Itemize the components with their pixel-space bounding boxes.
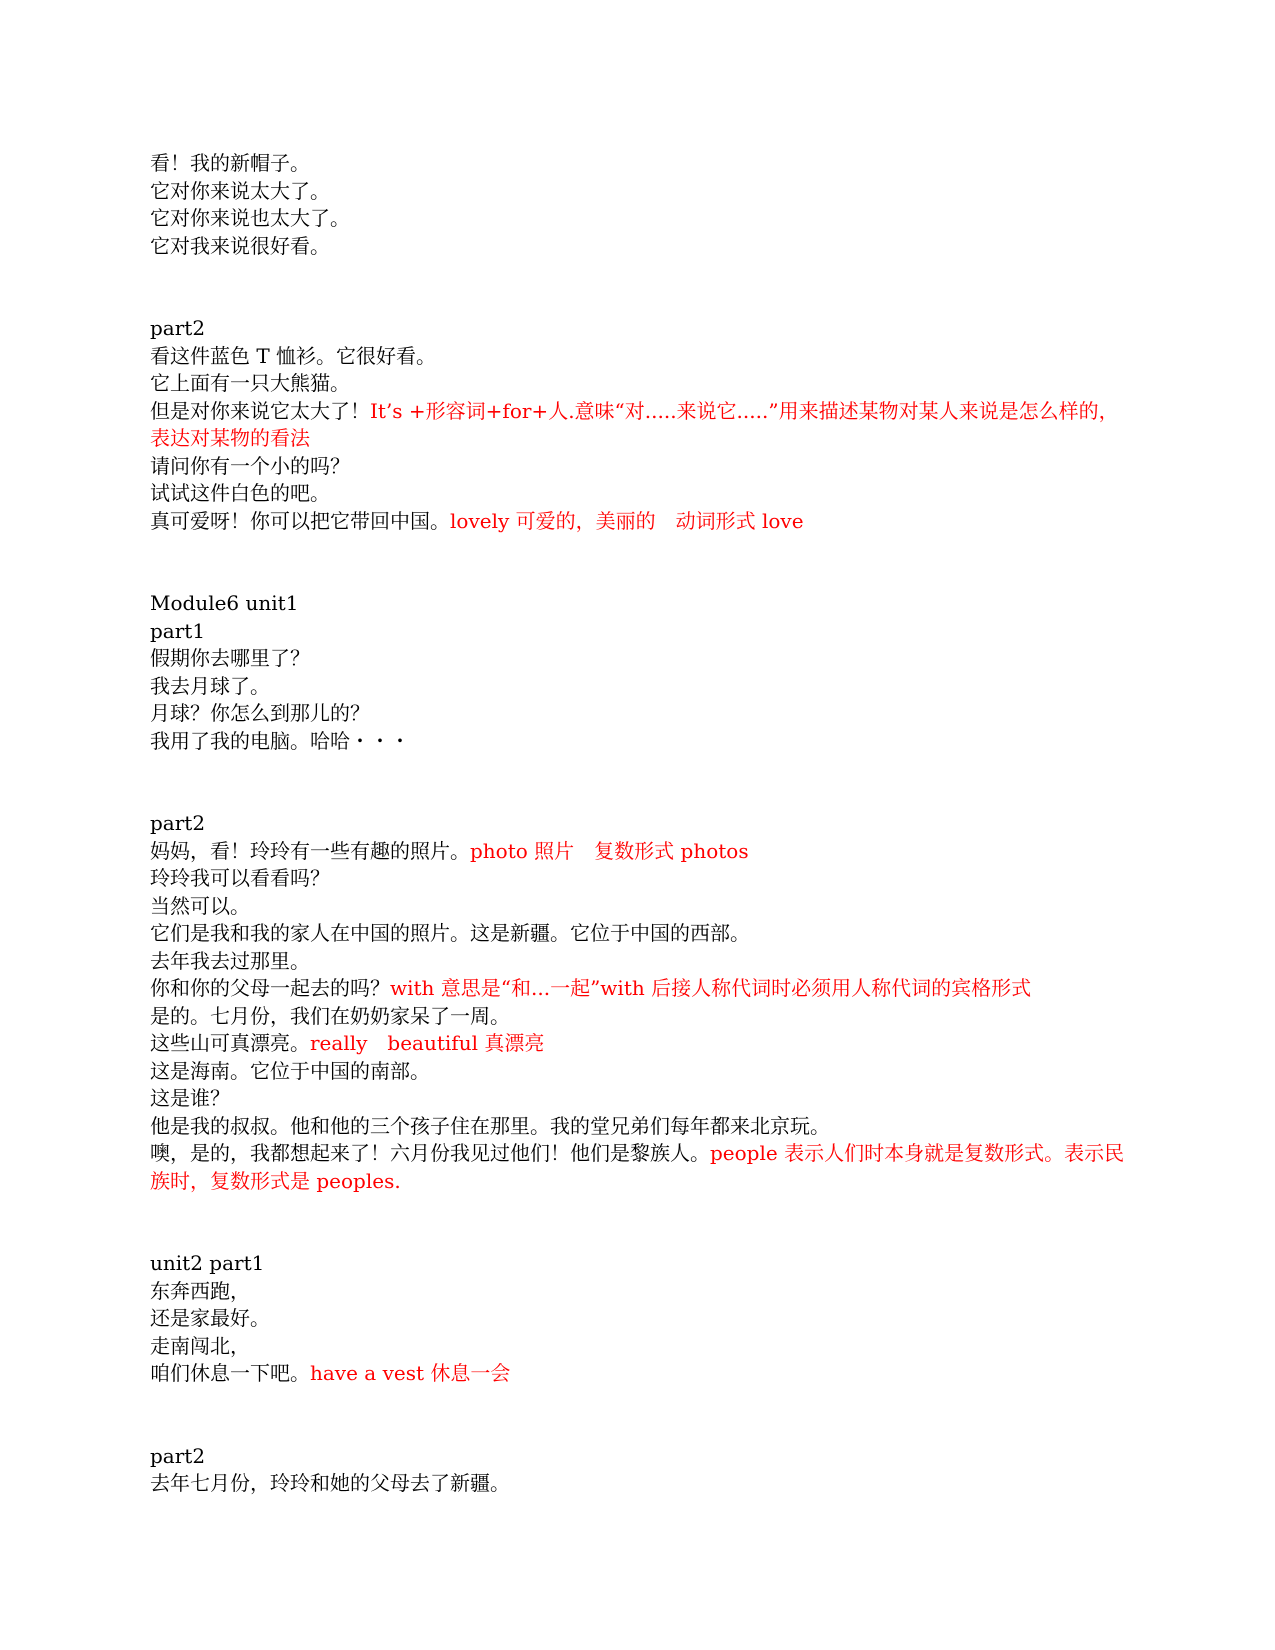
text-block: [150, 150, 1130, 260]
line-text: 它对你来说也太大了。: [150, 206, 350, 230]
text-line: [150, 343, 1130, 371]
text-line: [150, 673, 1130, 701]
text-block: [150, 315, 1130, 535]
text-line: [150, 1250, 1130, 1278]
text-line: [150, 618, 1130, 646]
line-text: 是的。七月份，我们在奶奶家呆了一周。: [150, 1003, 510, 1028]
line-text: 咱们休息一下吧。: [150, 1361, 310, 1385]
text-line: [150, 645, 1130, 673]
text-line: [150, 1085, 1130, 1113]
line-text: 你和你的父母一起去的吗？: [150, 976, 390, 1000]
line-text: 玲玲我可以看看吗？: [150, 866, 330, 890]
line-text: 看！我的新帽子。: [150, 151, 310, 175]
text-line: [150, 1470, 1130, 1498]
text-line: [150, 590, 1130, 618]
line-text: 它对你来说太大了。: [150, 178, 330, 203]
text-block: [150, 1443, 1130, 1498]
line-text: 还是家最好。: [150, 1306, 270, 1330]
line-text: 去年七月份，玲玲和她的父母去了新疆。: [150, 1471, 510, 1495]
line-text: 当然可以。: [150, 893, 250, 918]
line-text: part2: [150, 316, 206, 340]
line-text: 这是海南。它位于中国的南部。: [150, 1058, 430, 1083]
text-line: [150, 700, 1130, 728]
line-text: part1: [150, 618, 206, 643]
text-line: [150, 1443, 1130, 1471]
text-line: [150, 728, 1130, 756]
line-text: 看这件蓝色 T 恤衫。它很好看。: [150, 343, 437, 368]
text-line: [150, 1278, 1130, 1306]
line-text: 它对我来说很好看。: [150, 233, 330, 258]
line-text: 真可爱呀！你可以把它带回中国。: [150, 508, 450, 533]
line-text: 假期你去哪里了？: [150, 646, 310, 670]
text-line: [150, 233, 1130, 261]
text-line: [150, 480, 1130, 508]
paragraph-gap: [150, 1195, 1130, 1250]
text-line: [150, 1113, 1130, 1141]
line-text: unit2 part1: [150, 1251, 265, 1275]
line-text: 妈妈，看！玲玲有一些有趣的照片。: [150, 838, 470, 863]
line-text: 月球？你怎么到那儿的？: [150, 701, 370, 725]
text-line: [150, 1333, 1130, 1361]
document-page: [150, 150, 1130, 1498]
annotation-note: with 意思是“和...一起”with 后接人称代词时必须用人称代词的宾格形式: [390, 976, 1032, 1000]
text-line: [150, 948, 1130, 976]
paragraph-gap: [150, 1388, 1130, 1443]
text-line: [150, 1305, 1130, 1333]
text-line: [150, 838, 1130, 866]
text-line: [150, 315, 1130, 343]
text-line: [150, 508, 1130, 536]
text-line: [150, 150, 1130, 178]
text-line: [150, 205, 1130, 233]
line-text: 我去月球了。: [150, 673, 270, 698]
annotation-note: have a vest 休息一会: [310, 1361, 511, 1385]
line-text: 这些山可真漂亮。: [150, 1031, 310, 1055]
text-line: [150, 865, 1130, 893]
line-text: part2: [150, 811, 206, 835]
line-text: 请问你有一个小的吗？: [150, 453, 350, 478]
line-text: 他是我的叔叔。他和他的三个孩子住在那里。我的堂兄弟们每年都来北京玩。: [150, 1113, 830, 1138]
text-line: [150, 1140, 1130, 1195]
line-text: 它们是我和我的家人在中国的照片。这是新疆。它位于中国的西部。: [150, 921, 750, 945]
text-line: [150, 893, 1130, 921]
line-text: 我用了我的电脑。哈哈・・・: [150, 728, 410, 753]
paragraph-gap: [150, 755, 1130, 810]
text-block: [150, 810, 1130, 1195]
text-line: [150, 1058, 1130, 1086]
text-line: [150, 370, 1130, 398]
line-text: part2: [150, 1443, 206, 1468]
text-line: [150, 810, 1130, 838]
text-line: [150, 1030, 1130, 1058]
line-text: 试试这件白色的吧。: [150, 481, 330, 505]
text-line: [150, 975, 1130, 1003]
line-text: 去年我去过那里。: [150, 948, 310, 973]
text-block: [150, 1250, 1130, 1388]
line-text: 这是谁？: [150, 1086, 230, 1110]
line-text: 它上面有一只大熊猫。: [150, 371, 350, 395]
text-line: [150, 178, 1130, 206]
text-block: [150, 590, 1130, 755]
annotation-note: lovely 可爱的，美丽的 动词形式 love: [450, 508, 804, 533]
line-text: 走南闯北，: [150, 1333, 250, 1358]
paragraph-gap: [150, 260, 1130, 315]
paragraph-gap: [150, 535, 1130, 590]
text-line: [150, 398, 1130, 453]
line-text: 东奔西跑，: [150, 1278, 250, 1303]
annotation-note: It’s +形容词+for+人.意味“对.....来说它.....”用来描述某物对某人来说是怎么样的，表达对某物的看法: [150, 398, 1119, 450]
text-line: [150, 920, 1130, 948]
line-text: 噢，是的，我都想起来了！六月份我见过他们！他们是黎族人。: [150, 1141, 710, 1165]
line-text: 但是对你来说它太大了！: [150, 398, 370, 423]
text-line: [150, 453, 1130, 481]
text-line: [150, 1003, 1130, 1031]
text-line: [150, 1360, 1130, 1388]
annotation-note: people 表示人们时本身就是复数形式。表示民族时，复数形式是 peoples.: [150, 1141, 1125, 1193]
line-text: Module6 unit1: [150, 591, 299, 615]
annotation-note: really beautiful 真漂亮: [310, 1031, 545, 1055]
annotation-note: photo 照片 复数形式 photos: [470, 838, 749, 863]
